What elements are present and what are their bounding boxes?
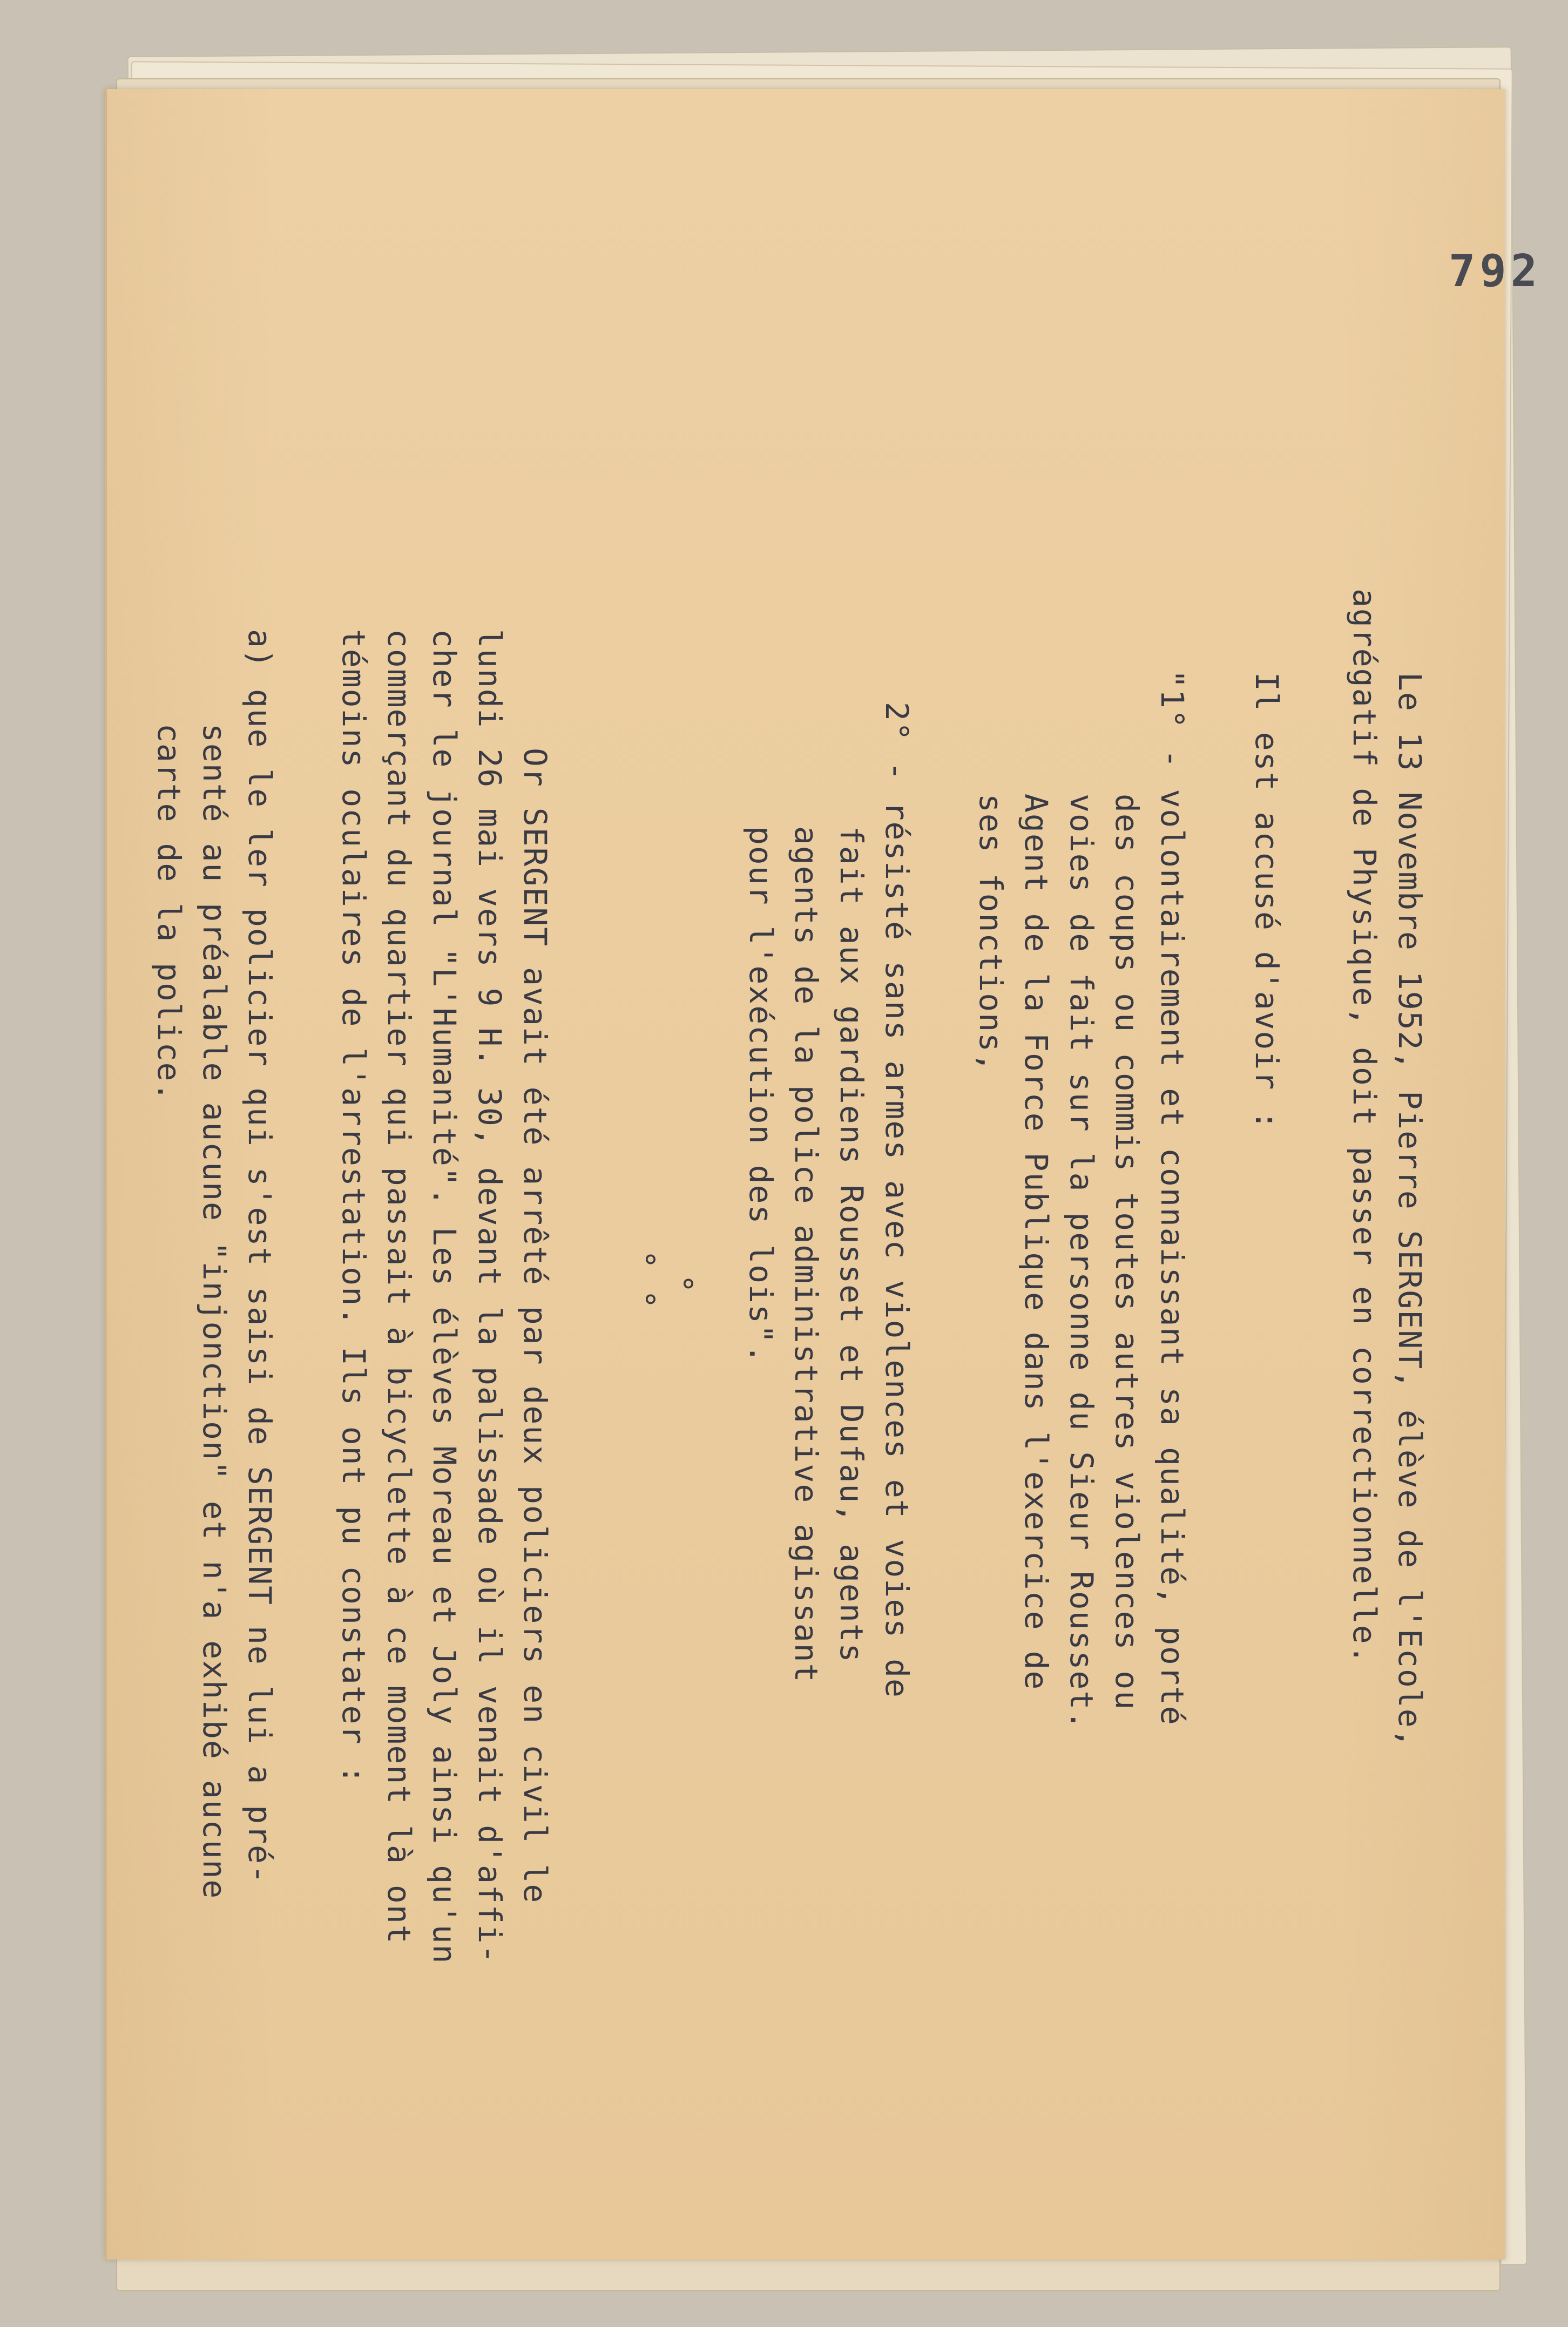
charge-1-line-1: "1° - volontairement et connaissant sa qualité, porté — [1154, 669, 1191, 1726]
point-a-line-2: senté au préalable aucune "injonction" et n'a exhibé aucune — [196, 723, 233, 1900]
typewritten-page — [105, 89, 1542, 2260]
charge-2-line-4: pour l'exécution des lois". — [742, 826, 779, 1364]
paragraph-line-1: Or SERGENT avait été arrêté par deux policiers en civil le — [517, 748, 553, 1904]
charge-1-line-4: Agent de la Force Publique dans l'exercice de — [1018, 794, 1055, 1691]
point-a-line-1: a) que le ler policier qui s'est saisi de SERGENT ne lui a pré- — [241, 629, 278, 1885]
point-a-line-3: carte de la police. — [151, 723, 187, 1102]
charge-2-line-3: agents de la police administrative agissant — [788, 826, 824, 1683]
separator-top: ° — [663, 1274, 699, 1294]
separator-bottom: ° ° — [625, 1250, 661, 1310]
charge-2-line-2: fait aux gardiens Rousset et Dufau, agents — [833, 826, 870, 1663]
paragraph-line-5: témoins oculaires de l'arrestation. Ils ont pu constater : — [335, 629, 372, 1785]
intro-line-2: agrégatif de Physique, doit passer en correctionnelle. — [1346, 588, 1383, 1665]
intro-line-1: Le 13 Novembre 1952, Pierre SERGENT, élève de l'Ecole, — [1391, 672, 1428, 1749]
paragraph-line-3: cher le journal "L'Humanité". Les élèves Moreau et Joly ainsi qu'un — [426, 629, 463, 1965]
charge-2-line-1: 2° - résisté sans armes avec violences et voies de — [878, 702, 915, 1699]
paragraph-line-2: lundi 26 mai vers 9 H. 30, devant la palissade où il venait d'affi- — [471, 629, 508, 1965]
accused-of-heading: Il est accusé d'avoir : — [1248, 672, 1285, 1131]
charge-1-line-3: voies de fait sur la personne du Sieur Rousset. — [1063, 794, 1100, 1731]
page-number: 792 — [1449, 246, 1542, 297]
charge-1-line-5: ses fonctions, — [972, 794, 1009, 1073]
paragraph-line-4: commerçant du quartier qui passait à bicyclette à ce moment là ont — [381, 629, 417, 1945]
charge-1-line-2: des coups ou commis toutes autres violences ou — [1109, 794, 1145, 1711]
